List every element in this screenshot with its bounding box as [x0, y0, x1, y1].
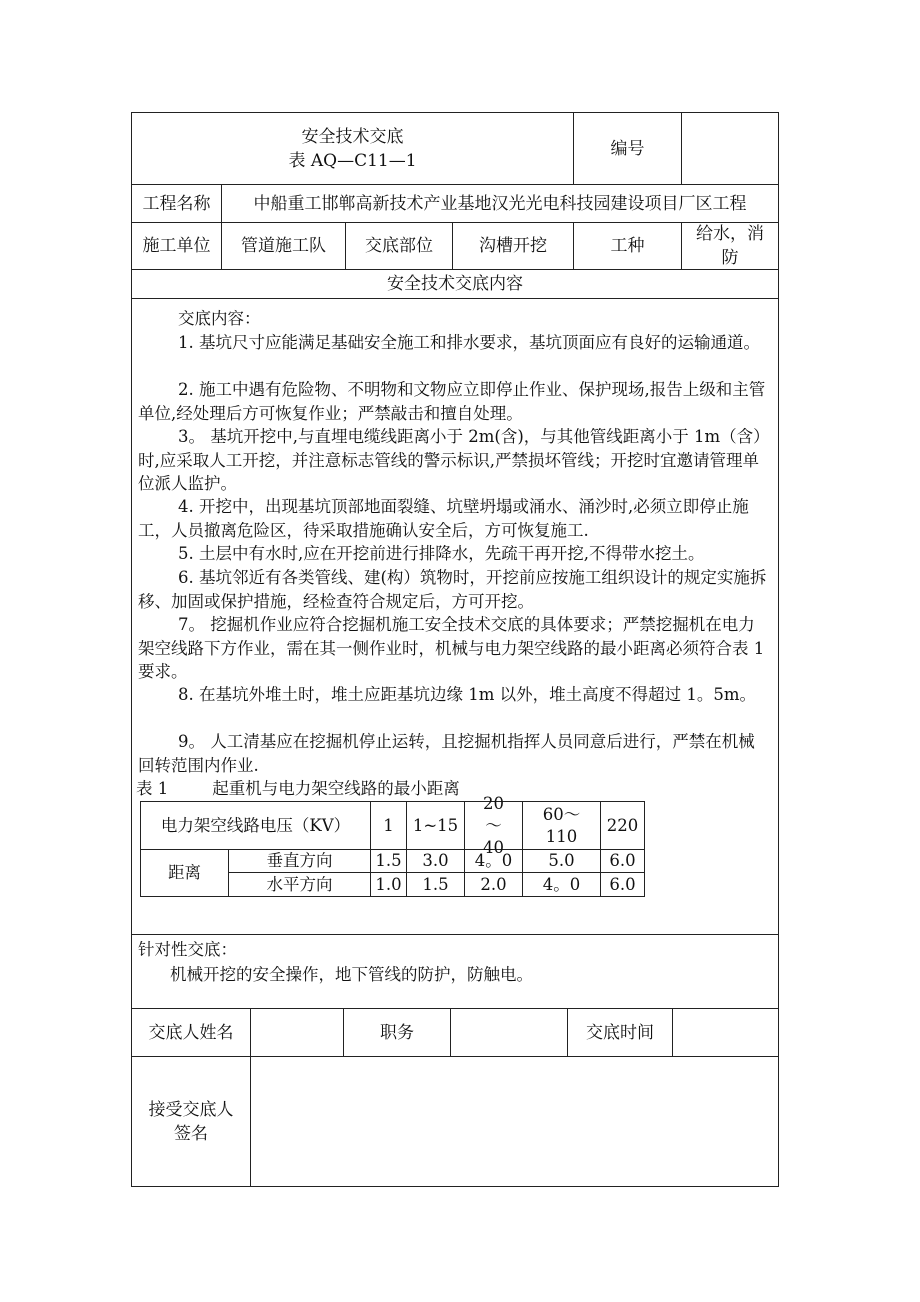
voltage-cell: 20～40 — [465, 802, 523, 850]
targeted-disclosure — [132, 935, 778, 1009]
content-item-7: 7。 挖掘机作业应符合挖掘机施工安全技术交底的具体要求；严禁挖掘机在电力架空线路下方作业，需在其一侧作业时，机械与电力架空线路的最小距离必须符合表 1 要求。 — [138, 615, 765, 681]
vertical-cell: 3.0 — [407, 850, 465, 873]
form-title-line2: 表 AQ—C11—1 — [288, 150, 417, 171]
content-item-1: 1. 基坑尺寸应能满足基础安全施工和排水要求，基坑顶面应有良好的运输通道。 — [178, 333, 760, 352]
distance-label: 距离 — [141, 850, 229, 896]
form-title-line1: 安全技术交底 — [301, 126, 404, 147]
table-caption — [136, 777, 460, 801]
voltage-cell: 60～110 — [523, 802, 601, 850]
content-item-3: 3。 基坑开挖中,与直埋电缆线距离小于 2m(含)，与其他管线距离小于 1m（含）时,应采取人工开挖，并注意标志管线的警示标识,严禁损坏管线；开挖时宜邀请管理单位派人监护。 — [138, 427, 770, 493]
project-label: 工程名称 — [132, 185, 222, 222]
presenter-row — [132, 1009, 778, 1057]
horizontal-cell: 4。0 — [523, 873, 601, 896]
content-item-4: 4. 开挖中，出现基坑顶部地面裂缝、坑壁坍塌或涌水、涌沙时,必须立即停止施工，人员撤离危险区，待采取措施确认安全后，方可恢复施工. — [138, 497, 749, 540]
part-label: 交底部位 — [346, 223, 453, 269]
unit-label: 施工单位 — [132, 223, 222, 269]
trade-value: 给水，消防 — [696, 224, 764, 268]
content-item-5: 5. 土层中有水时,应在开挖前进行排降水，先疏干再开挖,不得带水挖土。 — [178, 544, 705, 563]
position-value — [451, 1009, 568, 1056]
time-label: 交底时间 — [568, 1009, 673, 1056]
content-intro: 交底内容： — [178, 309, 261, 328]
clearance-table — [140, 793, 645, 897]
table-caption-number: 表 1 — [136, 779, 169, 798]
section-title-row — [132, 270, 778, 299]
form-title — [132, 113, 574, 184]
content-item-9: 9。 人工清基应在挖掘机停止运转，且挖掘机指挥人员同意后进行，严禁在机械回转范围内作业. — [138, 732, 755, 775]
number-value — [682, 113, 778, 184]
trade-label: 工种 — [574, 223, 682, 269]
vertical-cell: 6.0 — [601, 850, 644, 873]
voltage-cell: 1~15 — [407, 802, 465, 850]
project-row — [132, 185, 778, 223]
content-item-8: 8. 在基坑外堆土时，堆土应距基坑边缘 1m 以外，堆土高度不得超过 1。5m。 — [178, 685, 757, 704]
targeted-label: 针对性交底： — [138, 940, 237, 959]
targeted-text: 机械开挖的安全操作，地下管线的防护，防触电。 — [170, 965, 533, 984]
receiver-label: 接受交底人签名 — [132, 1057, 251, 1186]
presenter-label: 交底人姓名 — [132, 1009, 251, 1056]
receiver-signature-area — [251, 1057, 778, 1186]
project-value: 中船重工邯郸高新技术产业基地汉光光电科技园建设项目厂区工程 — [253, 193, 747, 214]
content-item-2: 2. 施工中遇有危险物、不明物和文物应立即停止作业、保护现场,报告上级和主管单位,经处理后方可恢复作业；严禁敲击和擅自处理。 — [138, 380, 766, 423]
voltage-cell: 220 — [601, 802, 644, 850]
horizontal-cell: 6.0 — [609, 874, 636, 894]
horizontal-cell: 2.0 — [465, 873, 523, 896]
time-value — [673, 1009, 778, 1056]
position-label: 职务 — [344, 1009, 451, 1056]
horizontal-cell: 1.5 — [407, 873, 465, 896]
disclosure-content — [132, 299, 778, 935]
table-caption-text: 起重机与电力架空线路的最小距离 — [212, 779, 460, 798]
safety-disclosure-form — [131, 112, 779, 1187]
header-row — [132, 113, 778, 185]
vertical-label: 垂直方向 — [229, 850, 371, 873]
horizontal-cell: 1.0 — [371, 873, 407, 896]
vertical-cell: 5.0 — [523, 850, 601, 873]
presenter-value — [251, 1009, 344, 1056]
voltage-cell: 1 — [371, 802, 407, 850]
unit-row — [132, 223, 778, 270]
section-title: 安全技术交底内容 — [387, 274, 523, 294]
horizontal-label: 水平方向 — [229, 873, 371, 896]
part-value: 沟槽开挖 — [453, 223, 574, 269]
content-item-6: 6. 基坑邻近有各类管线、建(构）筑物时，开挖前应按施工组织设计的规定实施拆移、加固或保护措施，经检查符合规定后，方可开挖。 — [138, 568, 767, 611]
unit-value: 管道施工队 — [222, 223, 346, 269]
number-label: 编号 — [574, 113, 682, 184]
vertical-cell: 4。0 — [465, 850, 523, 873]
receiver-row — [132, 1057, 778, 1186]
vertical-cell: 1.5 — [371, 850, 407, 873]
voltage-label: 电力架空线路电压（KV） — [141, 802, 371, 850]
